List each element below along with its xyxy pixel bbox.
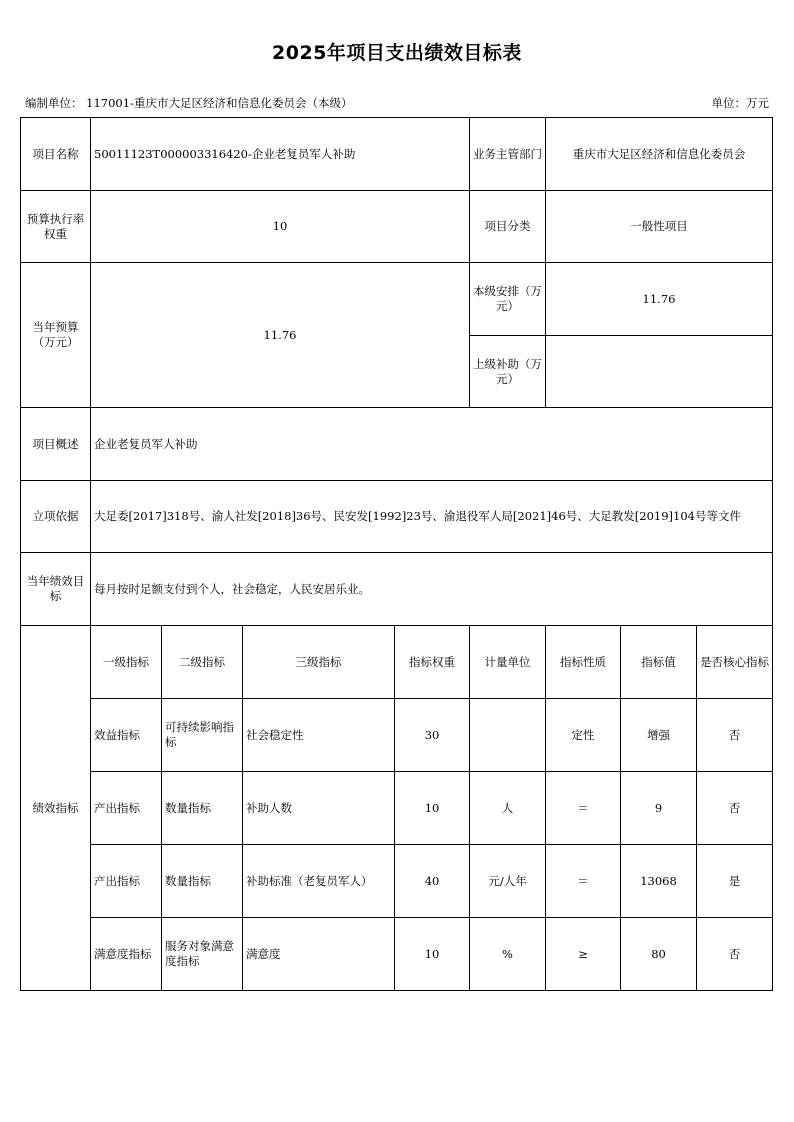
perf-core: 否 — [697, 699, 773, 772]
perf-core: 否 — [697, 918, 773, 991]
perf-unit: 元/人年 — [470, 845, 546, 918]
perf-label: 绩效指标 — [21, 626, 91, 991]
row-basis — [21, 481, 773, 553]
perf-weight: 10 — [395, 772, 470, 845]
perf-value: 13068 — [621, 845, 697, 918]
perf-header-l2: 二级指标 — [162, 626, 243, 699]
perf-value: 80 — [621, 918, 697, 991]
perf-weight: 30 — [395, 699, 470, 772]
perf-header-nature: 指标性质 — [546, 626, 621, 699]
budget-label: 当年预算（万元） — [21, 263, 91, 408]
perf-l3: 满意度 — [243, 918, 395, 991]
performance-target-table — [20, 117, 773, 991]
table-row — [21, 918, 773, 991]
basis-value: 大足委[2017]318号、渝人社发[2018]36号、民安发[1992]23号、渝退役军人局[2021]46号、大足教发[2019]104号等文件 — [91, 481, 773, 553]
perf-unit: % — [470, 918, 546, 991]
currency-unit: 单位：万元 — [711, 96, 769, 110]
dept-value: 重庆市大足区经济和信息化委员会 — [546, 118, 773, 191]
budget-value: 11.76 — [91, 263, 470, 408]
perf-unit: 人 — [470, 772, 546, 845]
perf-nature: ＝ — [546, 772, 621, 845]
category-value: 一般性项目 — [546, 191, 773, 263]
perf-header-row — [21, 626, 773, 699]
upper-label: 上级补助（万元） — [470, 336, 546, 408]
table-row — [21, 772, 773, 845]
perf-l1: 产出指标 — [91, 772, 162, 845]
exec-weight-label: 预算执行率权重 — [21, 191, 91, 263]
project-name-value: 50011123T000003316420-企业老复员军人补助 — [91, 118, 470, 191]
perf-l1: 满意度指标 — [91, 918, 162, 991]
dept-label: 业务主管部门 — [470, 118, 546, 191]
perf-l1: 效益指标 — [91, 699, 162, 772]
perf-l3: 补助人数 — [243, 772, 395, 845]
row-exec-weight — [21, 191, 773, 263]
perf-header-l3: 三级指标 — [243, 626, 395, 699]
perf-value: 9 — [621, 772, 697, 845]
row-project-name — [21, 118, 773, 191]
perf-l3: 补助标准（老复员军人） — [243, 845, 395, 918]
perf-nature: 定性 — [546, 699, 621, 772]
upper-value — [546, 336, 773, 408]
goal-label: 当年绩效目标 — [21, 553, 91, 626]
overview-label: 项目概述 — [21, 408, 91, 481]
table-row — [21, 699, 773, 772]
row-goal — [21, 553, 773, 626]
category-label: 项目分类 — [470, 191, 546, 263]
perf-l2: 可持续影响指标 — [162, 699, 243, 772]
perf-value: 增强 — [621, 699, 697, 772]
compiling-unit — [25, 95, 352, 111]
goal-value: 每月按时足额支付到个人，社会稳定，人民安居乐业。 — [91, 553, 773, 626]
compiling-unit-value: 117001-重庆市大足区经济和信息化委员会（本级） — [86, 96, 353, 110]
local-label: 本级安排（万元） — [470, 263, 546, 336]
perf-core: 否 — [697, 772, 773, 845]
perf-l2: 服务对象满意度指标 — [162, 918, 243, 991]
exec-weight-value: 10 — [91, 191, 470, 263]
perf-nature: ≥ — [546, 918, 621, 991]
perf-nature: ＝ — [546, 845, 621, 918]
local-value: 11.76 — [546, 263, 773, 336]
perf-l2: 数量指标 — [162, 772, 243, 845]
perf-header-core: 是否核心指标 — [697, 626, 773, 699]
perf-l3: 社会稳定性 — [243, 699, 395, 772]
basis-label: 立项依据 — [21, 481, 91, 553]
perf-unit — [470, 699, 546, 772]
row-budget — [21, 263, 773, 336]
table-row — [21, 845, 773, 918]
row-overview — [21, 408, 773, 481]
perf-core: 是 — [697, 845, 773, 918]
perf-weight: 40 — [395, 845, 470, 918]
compiling-unit-label: 编制单位： — [25, 96, 83, 110]
perf-header-weight: 指标权重 — [395, 626, 470, 699]
overview-value: 企业老复员军人补助 — [91, 408, 773, 481]
perf-weight: 10 — [395, 918, 470, 991]
project-name-label: 项目名称 — [21, 118, 91, 191]
page-title: 2025年项目支出绩效目标表 — [272, 42, 522, 64]
perf-header-l1: 一级指标 — [91, 626, 162, 699]
perf-l2: 数量指标 — [162, 845, 243, 918]
perf-header-unit: 计量单位 — [470, 626, 546, 699]
perf-header-value: 指标值 — [621, 626, 697, 699]
perf-l1: 产出指标 — [91, 845, 162, 918]
